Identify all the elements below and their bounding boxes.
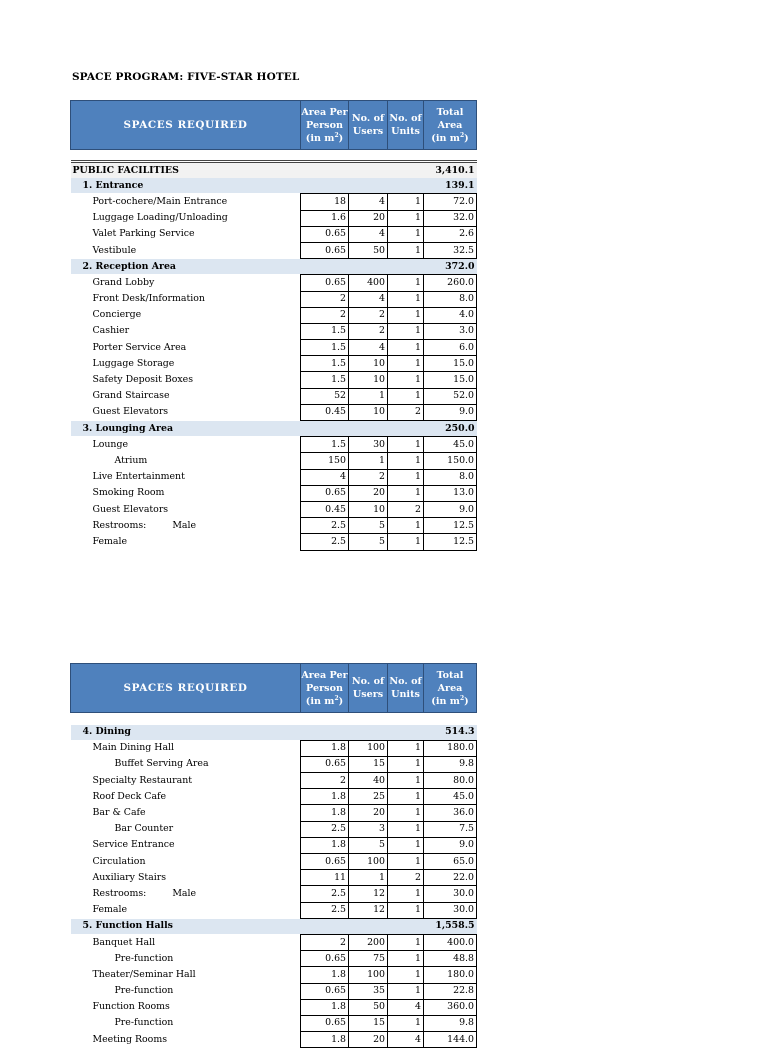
section-name: 3. Lounging Area: [71, 421, 424, 437]
space-name: Roof Deck Cafe: [92, 790, 167, 802]
space-name: Bar Counter: [114, 823, 174, 835]
space-name: Main Dining Hall: [92, 742, 175, 754]
total-area: 15.0: [424, 372, 477, 388]
users: 1: [349, 453, 388, 469]
table-row: [71, 789, 477, 805]
total-area: 9.8: [424, 1015, 477, 1031]
header-total-area: Total Area (in $m^2$): [424, 664, 477, 713]
units: 1: [388, 307, 424, 323]
users: 10: [349, 356, 388, 372]
total-area: 45.0: [424, 789, 477, 805]
area-per-person: 1.8: [301, 789, 349, 805]
table-header: [71, 101, 477, 150]
section-row: [71, 918, 477, 934]
users: 2: [349, 307, 388, 323]
total-area: 15.0: [424, 356, 477, 372]
space-name: Front Desk/Information: [92, 293, 205, 305]
units: 1: [388, 372, 424, 388]
total-area: 12.5: [424, 534, 477, 550]
users: 25: [349, 789, 388, 805]
units: 1: [388, 951, 424, 967]
users: 35: [349, 983, 388, 999]
table-row: [71, 886, 477, 902]
units: 1: [388, 275, 424, 291]
users: 15: [349, 1015, 388, 1031]
units: 1: [388, 388, 424, 404]
restrooms-label: Restrooms:: [92, 519, 147, 531]
table-row: [71, 518, 477, 534]
space-name: Auxiliary Stairs: [92, 871, 167, 883]
area-per-person: 0.65: [301, 275, 349, 291]
units: 1: [388, 485, 424, 501]
users: 12: [349, 902, 388, 918]
section-total: 514.3: [424, 725, 477, 741]
table-row: [71, 469, 477, 485]
space-name: [71, 886, 301, 902]
total-area: 8.0: [424, 469, 477, 485]
section-total: 139.1: [424, 178, 477, 194]
units: 4: [388, 999, 424, 1015]
space-name: Buffet Serving Area: [114, 758, 209, 770]
units: 1: [388, 967, 424, 983]
users: 5: [349, 534, 388, 550]
area-per-person: 4: [301, 469, 349, 485]
category-total: 3,410.1: [424, 162, 477, 179]
space-name: Pre-function: [114, 985, 174, 997]
users: 50: [349, 999, 388, 1015]
table-row: [71, 1032, 477, 1048]
space-name: Porter Service Area: [92, 341, 187, 353]
area-per-person: 2.5: [301, 886, 349, 902]
area-per-person: 1.5: [301, 372, 349, 388]
space-name: Lounge: [92, 438, 128, 450]
section-name: 2. Reception Area: [71, 259, 424, 275]
header-area-per-person: Area Per Person (in $m^2$): [301, 664, 349, 713]
space-name: Grand Staircase: [92, 390, 170, 402]
space-name: Grand Lobby: [92, 276, 155, 288]
table-row: [71, 404, 477, 420]
users: 5: [349, 837, 388, 853]
users: 30: [349, 437, 388, 453]
total-area: 12.5: [424, 518, 477, 534]
space-name: Bar & Cafe: [92, 807, 146, 819]
table-row: [71, 773, 477, 789]
space-name: Pre-function: [114, 952, 174, 964]
section-row: [71, 725, 477, 741]
users: 4: [349, 340, 388, 356]
units: 1: [388, 756, 424, 772]
total-area: 7.5: [424, 821, 477, 837]
units: 1: [388, 194, 424, 210]
table-row: [71, 534, 477, 550]
header-area-per-person: Area Per Person (in $m^2$): [301, 101, 349, 150]
space-name: Vestibule: [92, 244, 137, 256]
users: 3: [349, 821, 388, 837]
table-row: [71, 902, 477, 918]
space-name: Theater/Seminar Hall: [92, 968, 196, 980]
area-per-person: 0.65: [301, 485, 349, 501]
total-area: 45.0: [424, 437, 477, 453]
units: 1: [388, 821, 424, 837]
space-name: Female: [92, 535, 128, 547]
units: 2: [388, 404, 424, 420]
space-name: Luggage Storage: [92, 357, 175, 369]
area-per-person: 1.8: [301, 740, 349, 756]
restrooms-label: Restrooms:: [92, 887, 147, 899]
space-name: [71, 518, 301, 534]
units: 1: [388, 291, 424, 307]
gender-label: Male: [172, 519, 197, 531]
area-per-person: 2.5: [301, 534, 349, 550]
header-spaces-required: SPACES REQUIRED: [71, 101, 301, 150]
section-name: 1. Entrance: [71, 178, 424, 194]
total-area: 2.6: [424, 226, 477, 242]
units: 1: [388, 837, 424, 853]
section-total: 1,558.5: [424, 918, 477, 934]
total-area: 32.5: [424, 242, 477, 258]
area-per-person: 1.8: [301, 1032, 349, 1048]
space-name: Specialty Restaurant: [92, 774, 193, 786]
category-name: PUBLIC FACILITIES: [71, 162, 424, 179]
table-header: [71, 664, 477, 713]
table-row: [71, 372, 477, 388]
users: 2: [349, 469, 388, 485]
table-row: [71, 485, 477, 501]
space-name: Pre-function: [114, 1017, 174, 1029]
units: 1: [388, 242, 424, 258]
users: 2: [349, 323, 388, 339]
total-area: 4.0: [424, 307, 477, 323]
area-per-person: 1.5: [301, 437, 349, 453]
space-name: Service Entrance: [92, 839, 175, 851]
section-name: 4. Dining: [71, 725, 424, 741]
total-area: 9.0: [424, 404, 477, 420]
users: 100: [349, 967, 388, 983]
space-table-1: [70, 100, 477, 551]
space-name: Luggage Loading/Unloading: [92, 212, 228, 224]
users: 40: [349, 773, 388, 789]
total-area: 48.8: [424, 951, 477, 967]
table-row: [71, 242, 477, 258]
space-name: Safety Deposit Boxes: [92, 374, 194, 386]
table-row: [71, 983, 477, 999]
table-row: [71, 805, 477, 821]
users: 5: [349, 518, 388, 534]
users: 10: [349, 501, 388, 517]
table-row: [71, 323, 477, 339]
users: 4: [349, 226, 388, 242]
total-area: 9.0: [424, 837, 477, 853]
table-row: [71, 340, 477, 356]
total-area: 32.0: [424, 210, 477, 226]
units: 1: [388, 773, 424, 789]
area-per-person: 1.5: [301, 340, 349, 356]
users: 10: [349, 372, 388, 388]
total-area: 6.0: [424, 340, 477, 356]
users: 100: [349, 854, 388, 870]
table-row: [71, 307, 477, 323]
total-area: 8.0: [424, 291, 477, 307]
units: 1: [388, 210, 424, 226]
users: 1: [349, 870, 388, 886]
header-no-of-users: No. of Users: [349, 101, 388, 150]
area-per-person: 1.5: [301, 356, 349, 372]
units: 1: [388, 983, 424, 999]
units: 1: [388, 789, 424, 805]
users: 1: [349, 388, 388, 404]
space-name: Cashier: [92, 325, 130, 337]
header-no-of-units: No. of Units: [388, 101, 424, 150]
users: 20: [349, 805, 388, 821]
users: 20: [349, 210, 388, 226]
users: 4: [349, 291, 388, 307]
space-name: Guest Elevators: [92, 406, 169, 418]
section-row: [71, 259, 477, 275]
users: 20: [349, 1032, 388, 1048]
total-area: 80.0: [424, 773, 477, 789]
total-area: 22.8: [424, 983, 477, 999]
area-per-person: 18: [301, 194, 349, 210]
users: 50: [349, 242, 388, 258]
area-per-person: 1.8: [301, 967, 349, 983]
space-name: Guest Elevators: [92, 503, 169, 515]
space-name: Function Rooms: [92, 1001, 170, 1013]
units: 1: [388, 1015, 424, 1031]
units: 2: [388, 870, 424, 886]
total-area: 52.0: [424, 388, 477, 404]
table-row: [71, 210, 477, 226]
total-area: 9.0: [424, 501, 477, 517]
area-per-person: 2.5: [301, 821, 349, 837]
units: 1: [388, 902, 424, 918]
units: 2: [388, 501, 424, 517]
area-per-person: 0.45: [301, 404, 349, 420]
total-area: 3.0: [424, 323, 477, 339]
header-total-area: Total Area (in $m^2$): [424, 101, 477, 150]
space-name: Valet Parking Service: [92, 228, 195, 240]
table-row: [71, 821, 477, 837]
area-per-person: 1.8: [301, 805, 349, 821]
area-per-person: 2.5: [301, 518, 349, 534]
section-name: 5. Function Halls: [71, 918, 424, 934]
section-row: [71, 421, 477, 437]
users: 100: [349, 740, 388, 756]
space-name: Female: [92, 904, 128, 916]
units: 1: [388, 356, 424, 372]
units: 1: [388, 437, 424, 453]
users: 75: [349, 951, 388, 967]
table-row: [71, 356, 477, 372]
space-name: Banquet Hall: [92, 936, 156, 948]
total-area: 30.0: [424, 902, 477, 918]
table-row: [71, 854, 477, 870]
space-name: Live Entertainment: [92, 471, 185, 483]
section-total: 250.0: [424, 421, 477, 437]
units: 1: [388, 226, 424, 242]
total-area: 22.0: [424, 870, 477, 886]
users: 4: [349, 194, 388, 210]
area-per-person: 2: [301, 773, 349, 789]
total-area: 9.8: [424, 756, 477, 772]
total-area: 180.0: [424, 967, 477, 983]
total-area: 36.0: [424, 805, 477, 821]
table-row: [71, 934, 477, 950]
units: 1: [388, 453, 424, 469]
area-per-person: 0.65: [301, 854, 349, 870]
units: 1: [388, 740, 424, 756]
section-row: [71, 178, 477, 194]
units: 1: [388, 323, 424, 339]
table-row: [71, 1015, 477, 1031]
total-area: 360.0: [424, 999, 477, 1015]
users: 15: [349, 756, 388, 772]
page-title: SPACE PROGRAM: FIVE-STAR HOTEL: [72, 71, 300, 83]
area-per-person: 1.5: [301, 323, 349, 339]
space-name: Meeting Rooms: [92, 1033, 168, 1045]
table-row: [71, 275, 477, 291]
area-per-person: 0.65: [301, 1015, 349, 1031]
users: 10: [349, 404, 388, 420]
total-area: 144.0: [424, 1032, 477, 1048]
area-per-person: 0.65: [301, 756, 349, 772]
table-row: [71, 194, 477, 210]
area-per-person: 0.65: [301, 226, 349, 242]
area-per-person: 2: [301, 307, 349, 323]
table-row: [71, 756, 477, 772]
gender-label: Male: [172, 887, 197, 899]
total-area: 260.0: [424, 275, 477, 291]
total-area: 65.0: [424, 854, 477, 870]
header-no-of-users: No. of Users: [349, 664, 388, 713]
area-per-person: 2: [301, 934, 349, 950]
table-row: [71, 226, 477, 242]
space-name: Circulation: [92, 855, 146, 867]
section-total: 372.0: [424, 259, 477, 275]
table-row: [71, 740, 477, 756]
space-name: Smoking Room: [92, 487, 165, 499]
table-row: [71, 870, 477, 886]
space-name: Port-cochere/Main Entrance: [92, 195, 228, 207]
units: 1: [388, 534, 424, 550]
table-row: [71, 453, 477, 469]
area-per-person: 1.6: [301, 210, 349, 226]
area-per-person: 52: [301, 388, 349, 404]
units: 1: [388, 469, 424, 485]
space-name: Concierge: [92, 309, 142, 321]
total-area: 180.0: [424, 740, 477, 756]
area-per-person: 11: [301, 870, 349, 886]
table-row: [71, 837, 477, 853]
total-area: 30.0: [424, 886, 477, 902]
space-name: Atrium: [114, 454, 148, 466]
table-row: [71, 501, 477, 517]
table-row: [71, 291, 477, 307]
total-area: 400.0: [424, 934, 477, 950]
table-row: [71, 437, 477, 453]
table-row: [71, 951, 477, 967]
total-area: 72.0: [424, 194, 477, 210]
area-per-person: 0.65: [301, 983, 349, 999]
area-per-person: 150: [301, 453, 349, 469]
users: 400: [349, 275, 388, 291]
units: 1: [388, 340, 424, 356]
units: 1: [388, 934, 424, 950]
table-row: [71, 967, 477, 983]
table-row: [71, 999, 477, 1015]
total-area: 150.0: [424, 453, 477, 469]
area-per-person: 0.65: [301, 951, 349, 967]
table-row: [71, 388, 477, 404]
header-spaces-required: SPACES REQUIRED: [71, 664, 301, 713]
total-area: 13.0: [424, 485, 477, 501]
users: 20: [349, 485, 388, 501]
units: 1: [388, 854, 424, 870]
area-per-person: 0.45: [301, 501, 349, 517]
header-no-of-units: No. of Units: [388, 664, 424, 713]
category-row: [71, 162, 477, 179]
area-per-person: 2.5: [301, 902, 349, 918]
area-per-person: 1.8: [301, 999, 349, 1015]
units: 4: [388, 1032, 424, 1048]
users: 200: [349, 934, 388, 950]
area-per-person: 0.65: [301, 242, 349, 258]
units: 1: [388, 886, 424, 902]
units: 1: [388, 518, 424, 534]
area-per-person: 2: [301, 291, 349, 307]
users: 12: [349, 886, 388, 902]
area-per-person: 1.8: [301, 837, 349, 853]
units: 1: [388, 805, 424, 821]
space-table-2: [70, 663, 477, 1048]
